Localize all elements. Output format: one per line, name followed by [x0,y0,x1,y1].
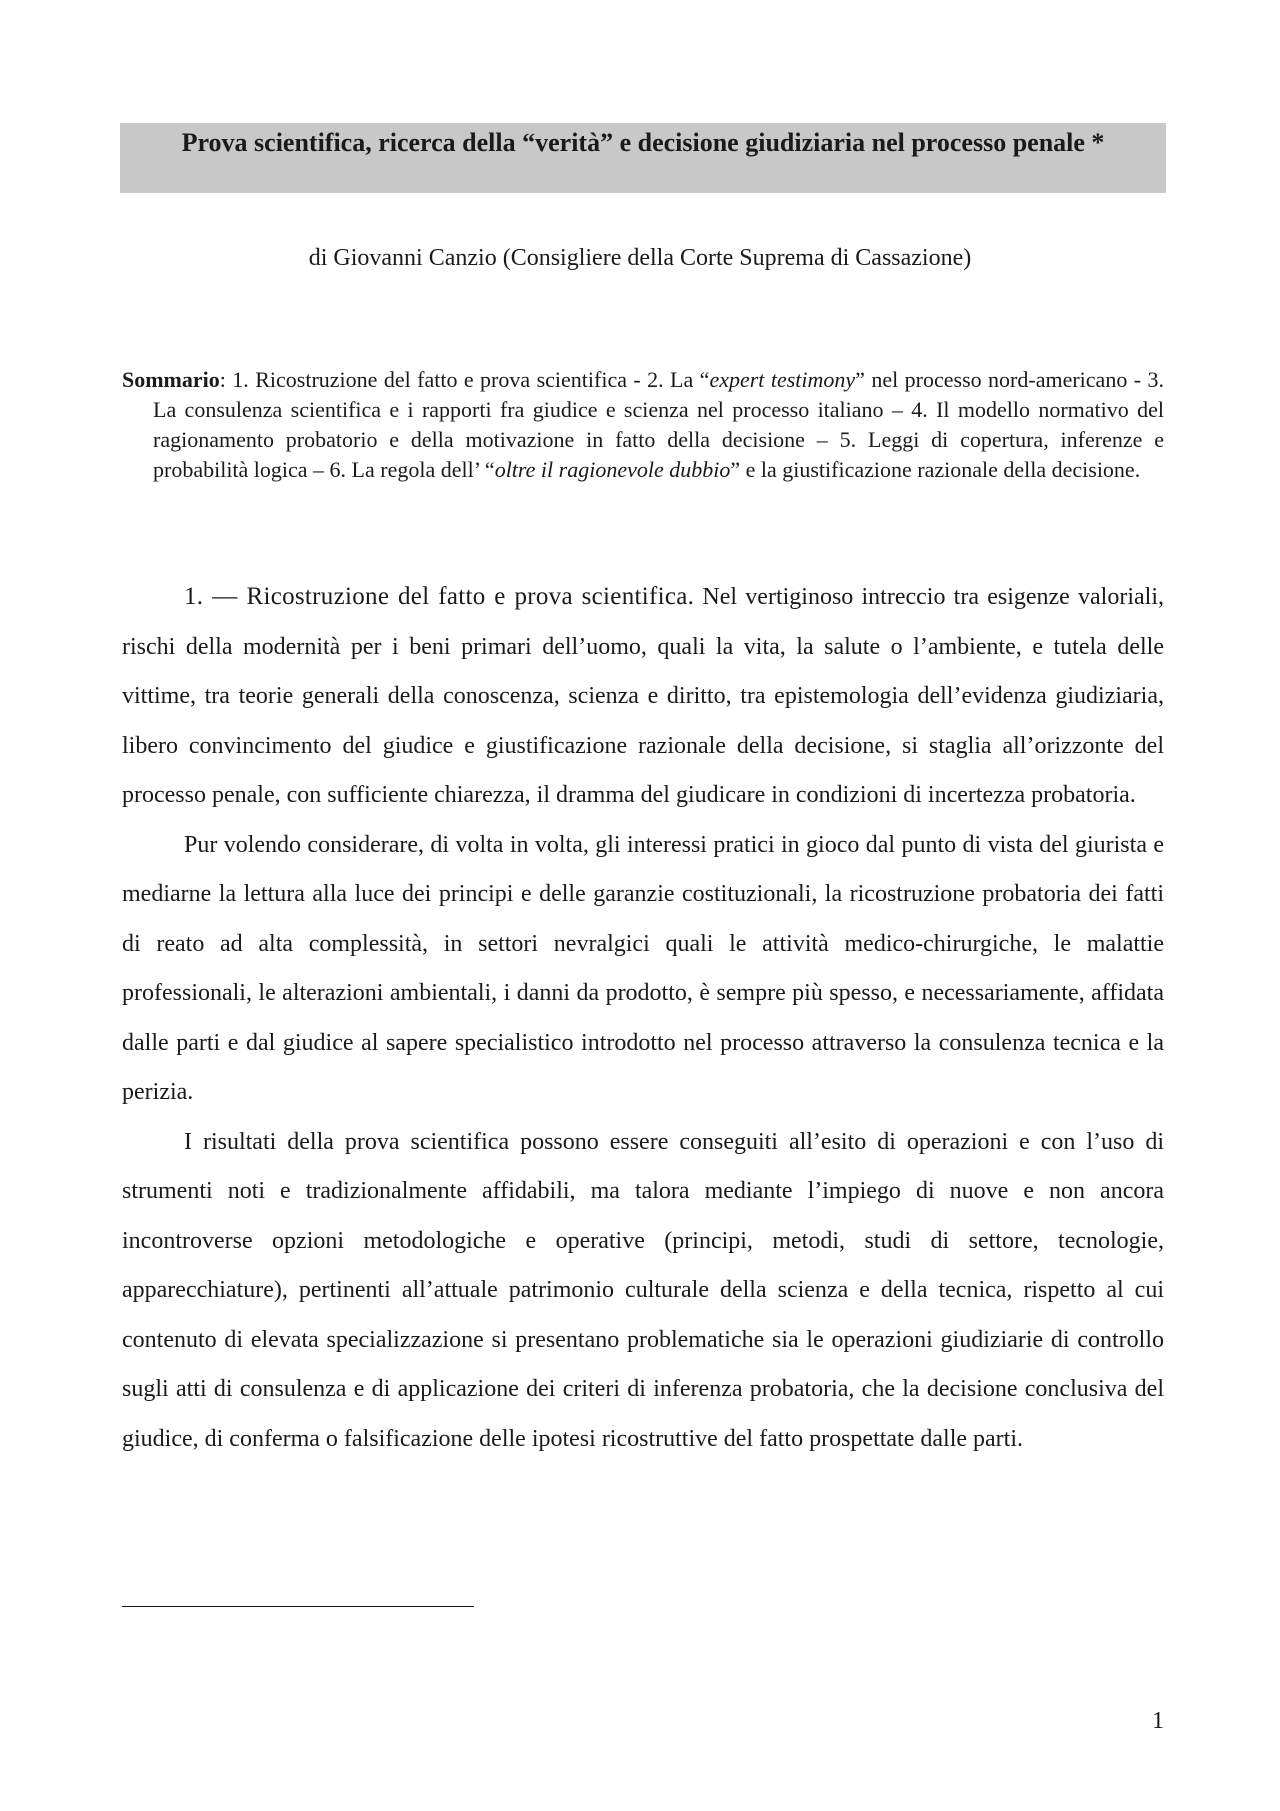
paragraph-3: I risultati della prova scientifica possono essere conseguiti all’esito di operazioni e con l’uso di strumenti noti e tradizionalmente affidabili, ma talora mediante l’impiego di nuove e non ancora incontroverse opzioni metodologiche e operative (principi, metodi, studi di settore, tecnologie, apparecchiature), pertinenti all’attuale patrimonio culturale della scienza e della tecnica, rispetto al cui contenuto di elevata specializzazione si presentano problematiche sia le operazioni giudiziarie di controllo sugli atti di consulenza e di applicazione dei criteri di inferenza probatoria, che la decisione conclusiva del giudice, di conferma o falsificazione delle ipotesi ricostruttive del fatto prospettate dalle parti. [122,1128,1164,1452]
paragraph-1 [122,572,1164,821]
page-number: 1 [1152,1708,1164,1734]
document-title: Prova scientifica, ricerca della “verità” e decisione giudiziaria nel processo penale * [120,123,1166,193]
summary-text-part3: ” e la giustificazione razionale della decisione. [730,457,1141,482]
summary-text-part1: : 1. Ricostruzione del fatto e prova scientifica - 2. La “ [219,367,710,392]
paragraph-2: Pur volendo considerare, di volta in volta, gli interessi pratici in gioco dal punto di vista del giurista e mediarne la lettura alla luce dei principi e delle garanzie costituzionali, la ricostruzione probatoria dei fatti di reato ad alta complessità, in settori nevralgici quali le attività medico-chirurgiche, le malattie professionali, le alterazioni ambientali, i danni da prodotto, è sempre più spesso, e necessariamente, affidata dalle parti e dal giudice al sapere specialistico introdotto nel processo attraverso la consulenza tecnica e la perizia. [122,831,1164,1105]
section-1-body [122,572,1164,1464]
footnote-separator [122,1606,474,1607]
author-byline: di Giovanni Canzio (Consigliere della Corte Suprema di Cassazione) [308,245,972,271]
summary-block [122,365,1164,485]
summary-italic-expert-testimony: expert testimony [709,367,856,392]
summary-label: Sommario [122,367,220,392]
paragraph-1-text: Nel vertiginoso intreccio tra esigenze valoriali, rischi della modernità per i beni primari dell’uomo, quali la vita, la salute o l’ambiente, e tutela delle vittime, tra teorie generali della conoscenza, scienza e diritto, tra epistemologia dell’evidenza giudiziaria, libero convincimento del giudice e giustificazione razionale della decisione, si staglia all’orizzonte del processo penale, con sufficiente chiarezza, il dramma del giudicare in condizioni di incertezza probatoria. [122,584,1165,808]
summary-text-part2: ” nel processo nord-americano - 3. La consulenza scientifica e i rapporti fra giudice e scienza nel processo italiano – 4. Il modello normativo del ragionamento probatorio e della motivazione in fatto della decisione – 5. Leggi di copertura, inferenze e probabilità logica – 6. La regola dell’ “ [153,367,1164,482]
summary-italic-ragionevole-dubbio: oltre il ragionevole dubbio [494,457,731,482]
section-1-heading: 1. –– Ricostruzione del fatto e prova scientifica. [184,583,695,610]
